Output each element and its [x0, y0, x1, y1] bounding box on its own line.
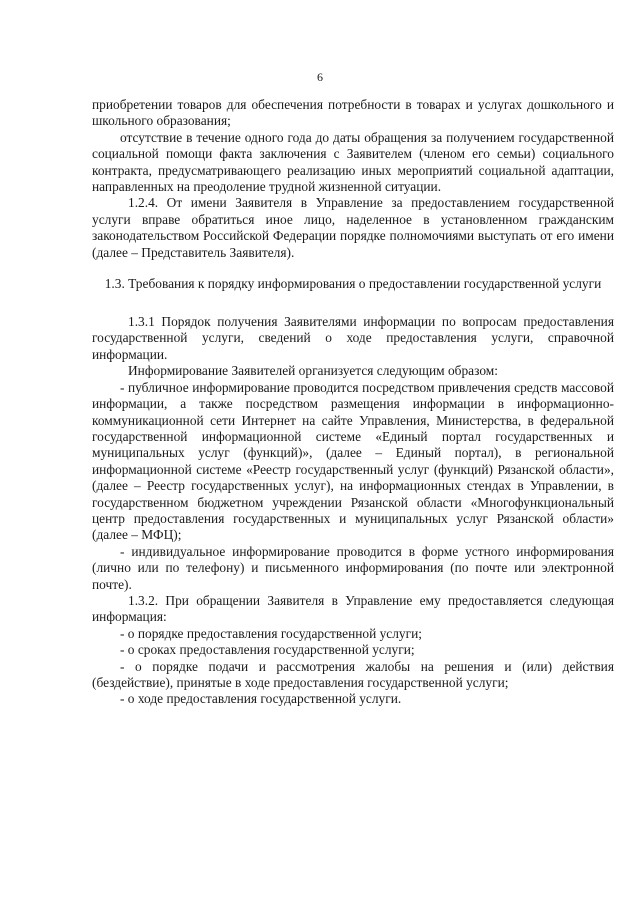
paragraph: отсутствие в течение одного года до даты обращения за получением государственной социальной помощи факта заключения с Заявителем (членом его семьи) социального контракта, предусматривающего реализацию иных мероприятий социальной адаптации, направленных на преодоление трудной жизненной ситуации.: [92, 129, 614, 195]
list-item: - публичное информирование проводится посредством привлечения средств массовой информации, а также посредством размещения информации в информационно-коммуникационной сети Интернет на сайте Управления, Министерства, в федеральной государственной информационной системе «Единый портал государственных и муниципальных услуг (функций)», (далее – Единый портал), в региональной информационной системе «Реестр государственный услуг (функций) Рязанской области», (далее – Реестр государственных услуг), на информационных стендах в Управлении, в государственном бюджетном учреждении Рязанской области «Многофункциональный центр предоставления государственных и муниципальных услуг Рязанской области» (далее – МФЦ);: [92, 379, 614, 543]
list-item: - о порядке предоставления государственной услуги;: [120, 625, 423, 641]
paragraph: приобретении товаров для обеспечения потребности в товарах и услугах дошкольного и школьного образования;: [92, 97, 614, 129]
paragraph: 1.3.1 Порядок получения Заявителями информации по вопросам предоставления государственной услуги, сведений о ходе предоставления услуги, справочной информации.: [92, 314, 614, 362]
list-item: - о сроках предоставления государственной услуги;: [120, 642, 415, 658]
section-heading: 1.3. Требования к порядку информирования о предоставлении государственной услуги: [104, 276, 602, 292]
paragraph: 1.3.2. При обращении Заявителя в Управление ему предоставляется следующая информация:: [92, 592, 614, 625]
list-item: - о ходе предоставления государственной услуги.: [120, 691, 402, 707]
paragraph: Информирование Заявителей организуется следующим образом:: [128, 363, 498, 379]
paragraph: 1.2.4. От имени Заявителя в Управление за предоставлением государственной услуги вправе обратиться иное лицо, наделенное в установленном гражданским законодательством Российской Федерации порядке полномочиями выступать от его имени (далее – Представитель Заявителя).: [92, 195, 614, 260]
document-body: [92, 97, 614, 708]
list-item: - о порядке подачи и рассмотрения жалобы на решения и (или) действия (бездействие), принятые в ходе предоставления государственной услуги;: [92, 658, 614, 690]
list-item: - индивидуальное информирование проводится в форме устного информирования (лично или по телефону) и письменного информирования (по почте или электронной почте).: [92, 543, 614, 592]
page-number: 6: [317, 70, 323, 84]
